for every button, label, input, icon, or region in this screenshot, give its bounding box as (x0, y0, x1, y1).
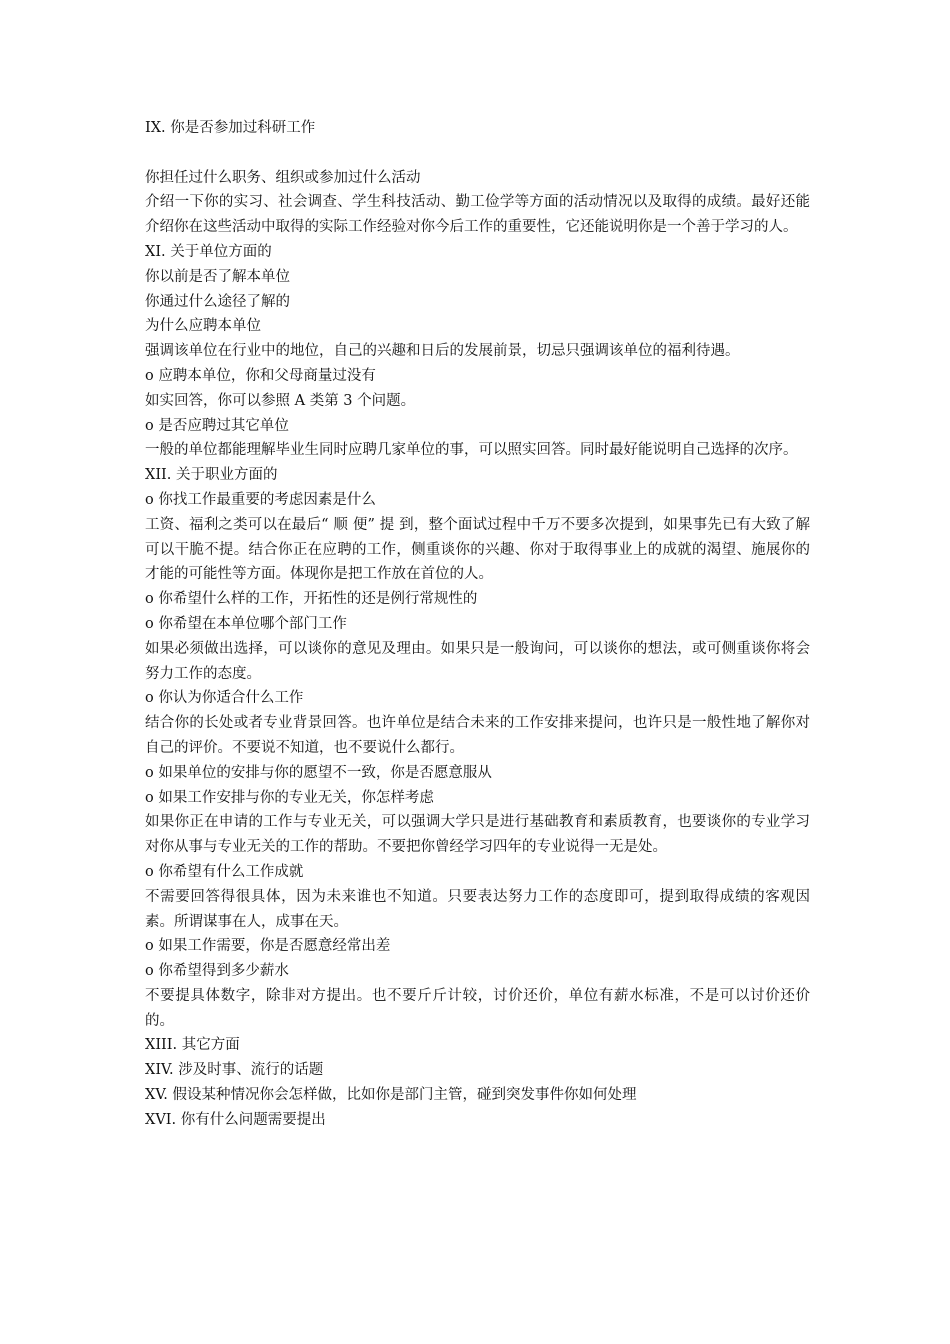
question-work-type: o 你希望什么样的工作，开拓性的还是例行常规性的 (145, 591, 478, 608)
answer-activities: 介绍一下你的实习、社会调查、学生科技活动、勤工俭学等方面的活动情况以及取得的成绩。最好还能介绍你在这些活动中取得的实际工作经验对你今后工作的重要性，它还能说明你是一个善于学习的人。 (145, 194, 810, 236)
heading-ix: IX. 你是否参加过科研工作 (145, 120, 316, 136)
question-positions: 你担任过什么职务、组织或参加过什么活动 (145, 169, 421, 186)
answer-unrelated-major: 如果你正在申请的工作与专业无关，可以强调大学只是进行基础教育和素质教育，也要谈你的专业学习对你从事与专业无关的工作的帮助。不要把你曾经学习四年的专业说得一无是处。 (145, 814, 810, 856)
document-body (145, 116, 810, 1133)
heading-xvi: XVI. 你有什么问题需要提出 (145, 1111, 326, 1128)
heading-xv: XV. 假设某种情况你会怎样做，比如你是部门主管，碰到突发事件你如何处理 (145, 1087, 637, 1104)
answer-achievement: 不需要回答得很具体，因为未来谁也不知道。只要表达努力工作的态度即可，提到取得成绩的客观因素。所谓谋事在人，成事在天。 (145, 888, 810, 930)
question-parents: o 应聘本单位，你和父母商量过没有 (145, 367, 376, 384)
heading-xiv: XIV. 涉及时事、流行的话题 (145, 1062, 324, 1079)
answer-other-units: 一般的单位都能理解毕业生同时应聘几家单位的事，可以照实回答。同时最好能说明自己选择的次序。 (145, 442, 798, 459)
answer-department: 如果必须做出选择，可以谈你的意见及理由。如果只是一般询问，可以谈你的想法，或可侧重谈你将会努力工作的态度。 (145, 640, 810, 682)
question-obey-arrangement: o 如果单位的安排与你的愿望不一致，你是否愿意服从 (145, 764, 492, 781)
question-suitable-work: o 你认为你适合什么工作 (145, 690, 304, 707)
question-other-units: o 是否应聘过其它单位 (145, 417, 289, 434)
question-how-know: 你通过什么途径了解的 (145, 293, 290, 310)
question-key-factor: o 你找工作最重要的考虑因素是什么 (145, 491, 376, 508)
question-achievement: o 你希望有什么工作成就 (145, 863, 304, 880)
answer-suitable-work: 结合你的长处或者专业背景回答。也许单位是结合未来的工作安排来提问，也许只是一般性地了解你对自己的评价。不要说不知道，也不要说什么都行。 (145, 715, 810, 756)
question-business-travel: o 如果工作需要，你是否愿意经常出差 (145, 938, 391, 955)
question-salary: o 你希望得到多少薪水 (145, 963, 289, 980)
blank-line (145, 141, 810, 166)
answer-why-apply: 强调该单位在行业中的地位，自己的兴趣和日后的发展前景，切忌只强调该单位的福利待遇。 (145, 343, 740, 360)
question-why-apply: 为什么应聘本单位 (145, 318, 261, 335)
question-unrelated-major: o 如果工作安排与你的专业无关，你怎样考虑 (145, 789, 434, 806)
heading-xiii: XIII. 其它方面 (145, 1037, 240, 1054)
answer-key-factor: 工资、福利之类可以在最后“ 顺 便” 提 到，整个面试过程中千万不要多次提到，如果事先已有大致了解可以干脆不提。结合你正在应聘的工作，侧重谈你的兴趣、你对于取得事业上的成就的渴望、施展你的才能的可能性等方面。体现你是把工作放在首位的人。 (145, 516, 810, 583)
answer-parents: 如实回答，你可以参照 A 类第 3 个问题。 (145, 392, 416, 409)
heading-xii: XII. 关于职业方面的 (145, 467, 278, 484)
question-department: o 你希望在本单位哪个部门工作 (145, 615, 347, 632)
heading-xi: XI. 关于单位方面的 (145, 243, 272, 260)
answer-salary: 不要提具体数字，除非对方提出。也不要斤斤计较，讨价还价，单位有薪水标准，不是可以讨价还价的。 (145, 987, 810, 1029)
question-know-unit: 你以前是否了解本单位 (145, 268, 290, 285)
